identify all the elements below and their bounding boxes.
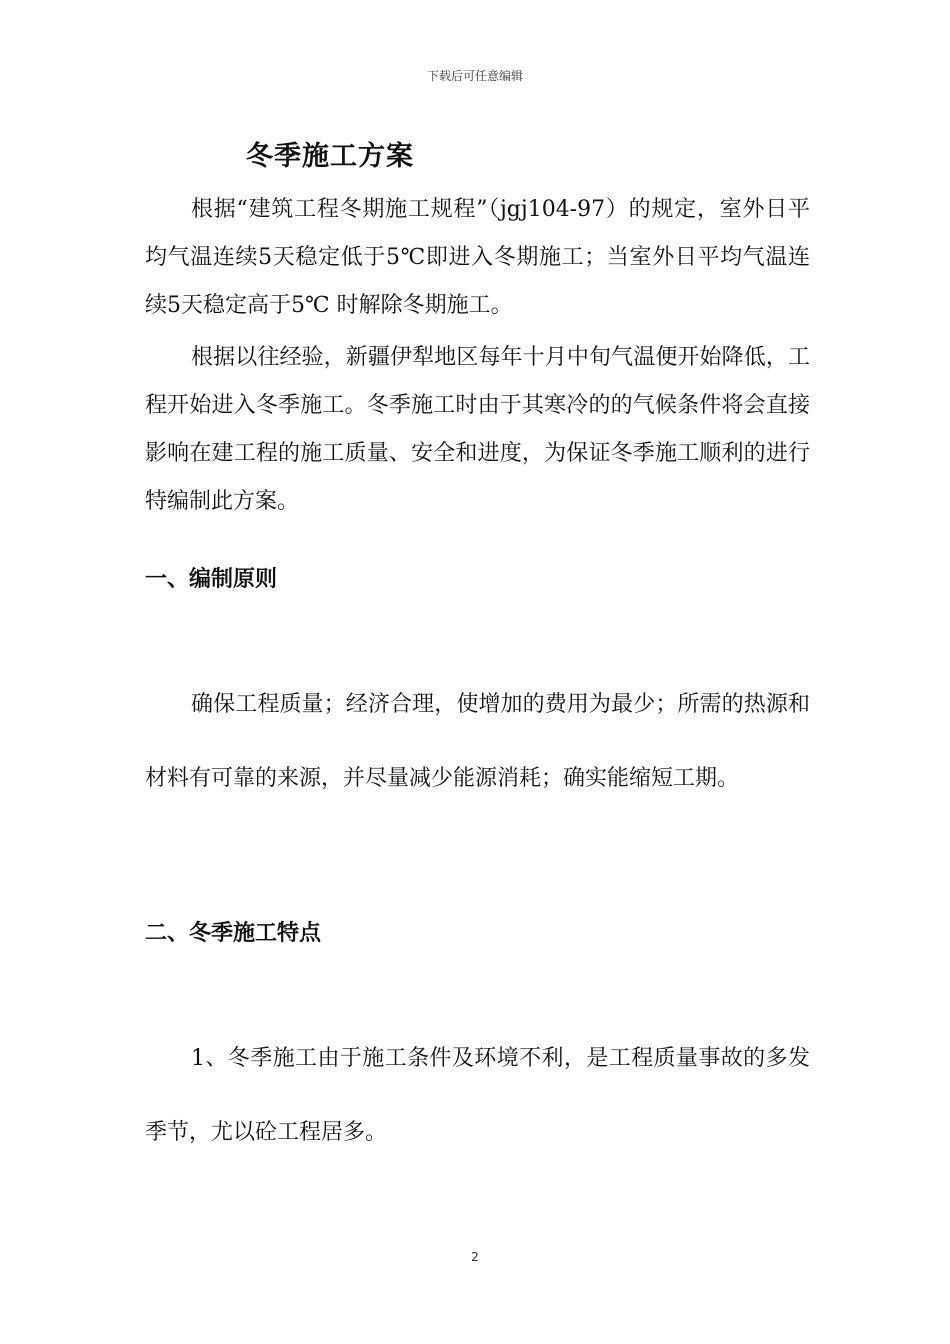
intro-paragraph-regulation: 根据“建筑工程冬期施工规程”（jgj104-97）的规定，室外日平均气温连续5天稳定低于5℃即进入冬期施工；当室外日平均气温连续5天稳定高于5℃ 时解除冬期施工。: [145, 197, 810, 318]
section-heading-characteristics: 二、冬季施工特点: [145, 921, 322, 946]
section-body-principles: 确保工程质量；经济合理，使增加的费用为最少；所需的热源和材料有可靠的来源，并尽量减少能源消耗；确实能缩短工期。: [145, 692, 810, 791]
page-number: 2: [471, 1250, 479, 1264]
intro-paragraph-background: 根据以往经验，新疆伊犁地区每年十月中旬气温便开始降低，工程开始进入冬季施工。冬季施工时由于其寒冷的的气候条件将会直接影响在建工程的施工质量、安全和进度，为保证冬季施工顺利的进行特编制此方案。: [145, 345, 810, 514]
page-header-note: 下载后可任意编辑: [426, 69, 523, 83]
section-body-characteristics: 1、冬季施工由于施工条件及环境不利，是工程质量事故的多发季节，尤以砼工程居多。: [145, 1046, 810, 1145]
document-title: 冬季施工方案: [246, 141, 414, 172]
section-heading-principles: 一、编制原则: [145, 567, 278, 592]
